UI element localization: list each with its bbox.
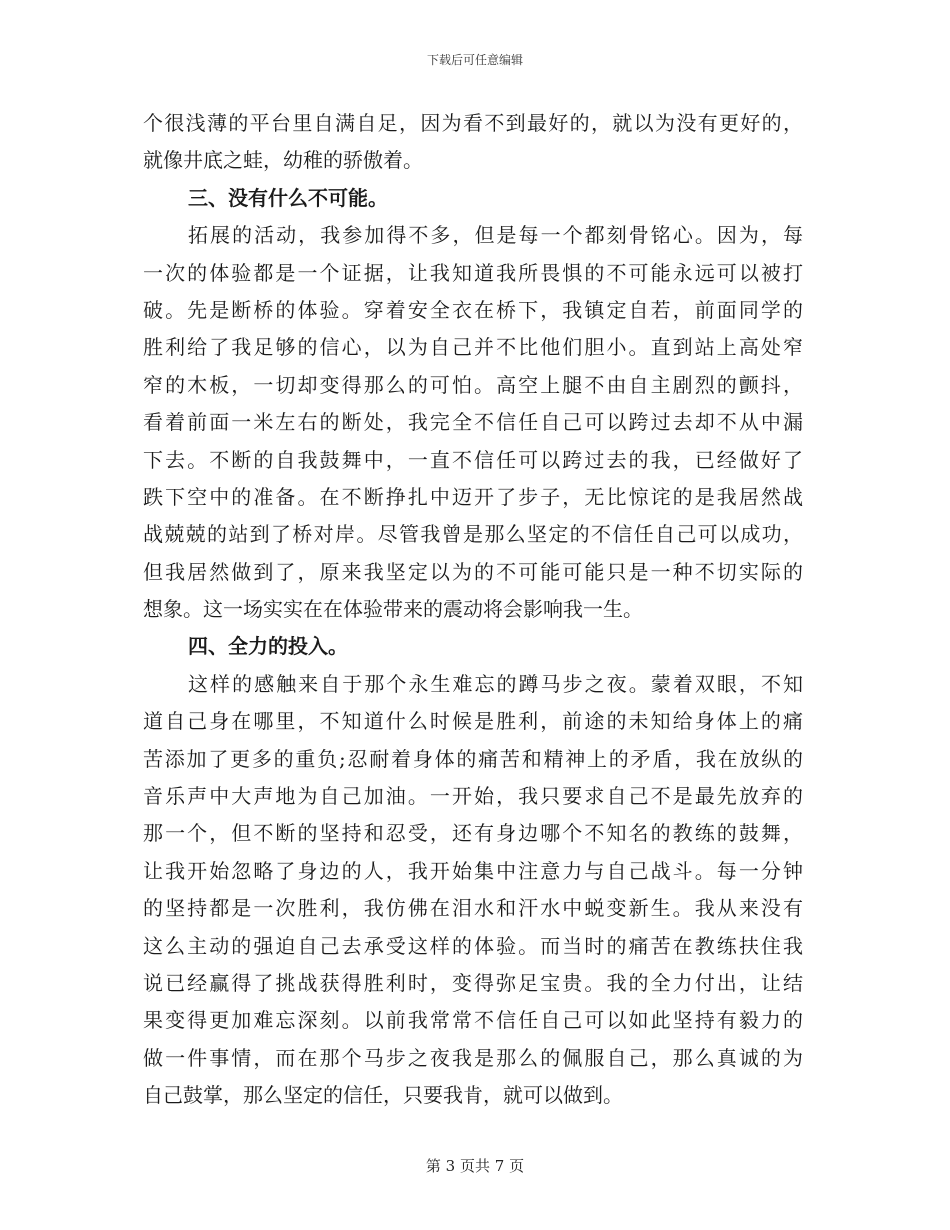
body-line: 音乐声中大声地为自己加油。一开始，我只要求自己不是最先放弃的: [143, 784, 803, 809]
page-header: 下载后可任意编辑: [426, 53, 523, 67]
body-line: 说已经赢得了挑战获得胜利时，变得弥足宝贵。我的全力付出，让结: [143, 970, 803, 995]
body-line: 但我居然做到了，原来我坚定以为的不可能可能只是一种不切实际的: [143, 559, 803, 584]
body-line: 胜利给了我足够的信心，以为自己并不比他们胆小。直到站上高处窄: [143, 335, 803, 360]
body-line: 让我开始忽略了身边的人，我开始集中注意力与自己战斗。每一分钟: [143, 858, 803, 883]
page-number: 第 3 页共 7 页: [425, 1157, 525, 1175]
body-line: 就像井底之蛙，幼稚的骄傲着。: [143, 148, 423, 173]
body-line: 自己鼓掌，那么坚定的信任，只要我肯，就可以做到。: [143, 1083, 623, 1108]
section-heading: 三、没有什么不可能。: [188, 185, 388, 210]
body-line: 战兢兢的站到了桥对岸。尽管我曾是那么坚定的不信任自己可以成功，: [143, 522, 803, 547]
body-line: 窄的木板，一切却变得那么的可怕。高空上腿不由自主剧烈的颤抖，: [143, 372, 803, 397]
document-body: [143, 105, 803, 1115]
body-line: 果变得更加难忘深刻。以前我常常不信任自己可以如此坚持有毅力的: [143, 1008, 803, 1033]
body-line: 想象。这一场实实在在体验带来的震动将会影响我一生。: [143, 597, 643, 622]
body-line: 苦添加了更多的重负;忍耐着身体的痛苦和精神上的矛盾，我在放纵的: [143, 746, 803, 771]
body-line: 个很浅薄的平台里自满自足，因为看不到最好的，就以为没有更好的，: [143, 111, 803, 135]
body-line: 做一件事情，而在那个马步之夜我是那么的佩服自己，那么真诚的为: [143, 1045, 803, 1070]
body-line: 这样的感触来自于那个永生难忘的蹲马步之夜。蒙着双眼，不知: [188, 671, 803, 696]
body-line: 破。先是断桥的体验。穿着安全衣在桥下，我镇定自若，前面同学的: [143, 297, 803, 322]
body-line: 拓展的活动，我参加得不多，但是每一个都刻骨铭心。因为，每: [188, 223, 803, 248]
body-line: 这么主动的强迫自己去承受这样的体验。而当时的痛苦在教练扶住我: [143, 933, 803, 958]
body-line: 一次的体验都是一个证据，让我知道我所畏惧的不可能永远可以被打: [143, 260, 803, 285]
body-line: 的坚持都是一次胜利，我仿佛在泪水和汗水中蜕变新生。我从来没有: [143, 896, 803, 921]
section-heading: 四、全力的投入。: [188, 634, 348, 659]
body-line: 那一个，但不断的坚持和忍受，还有身边哪个不知名的教练的鼓舞，: [143, 821, 803, 846]
body-line: 跌下空中的准备。在不断挣扎中迈开了步子，无比惊诧的是我居然战: [143, 484, 803, 509]
body-line: 看着前面一米左右的断处，我完全不信任自己可以跨过去却不从中漏: [143, 410, 803, 435]
body-line: 道自己身在哪里，不知道什么时候是胜利，前途的未知给身体上的痛: [143, 709, 803, 734]
body-line: 下去。不断的自我鼓舞中，一直不信任可以跨过去的我，已经做好了: [143, 447, 803, 472]
